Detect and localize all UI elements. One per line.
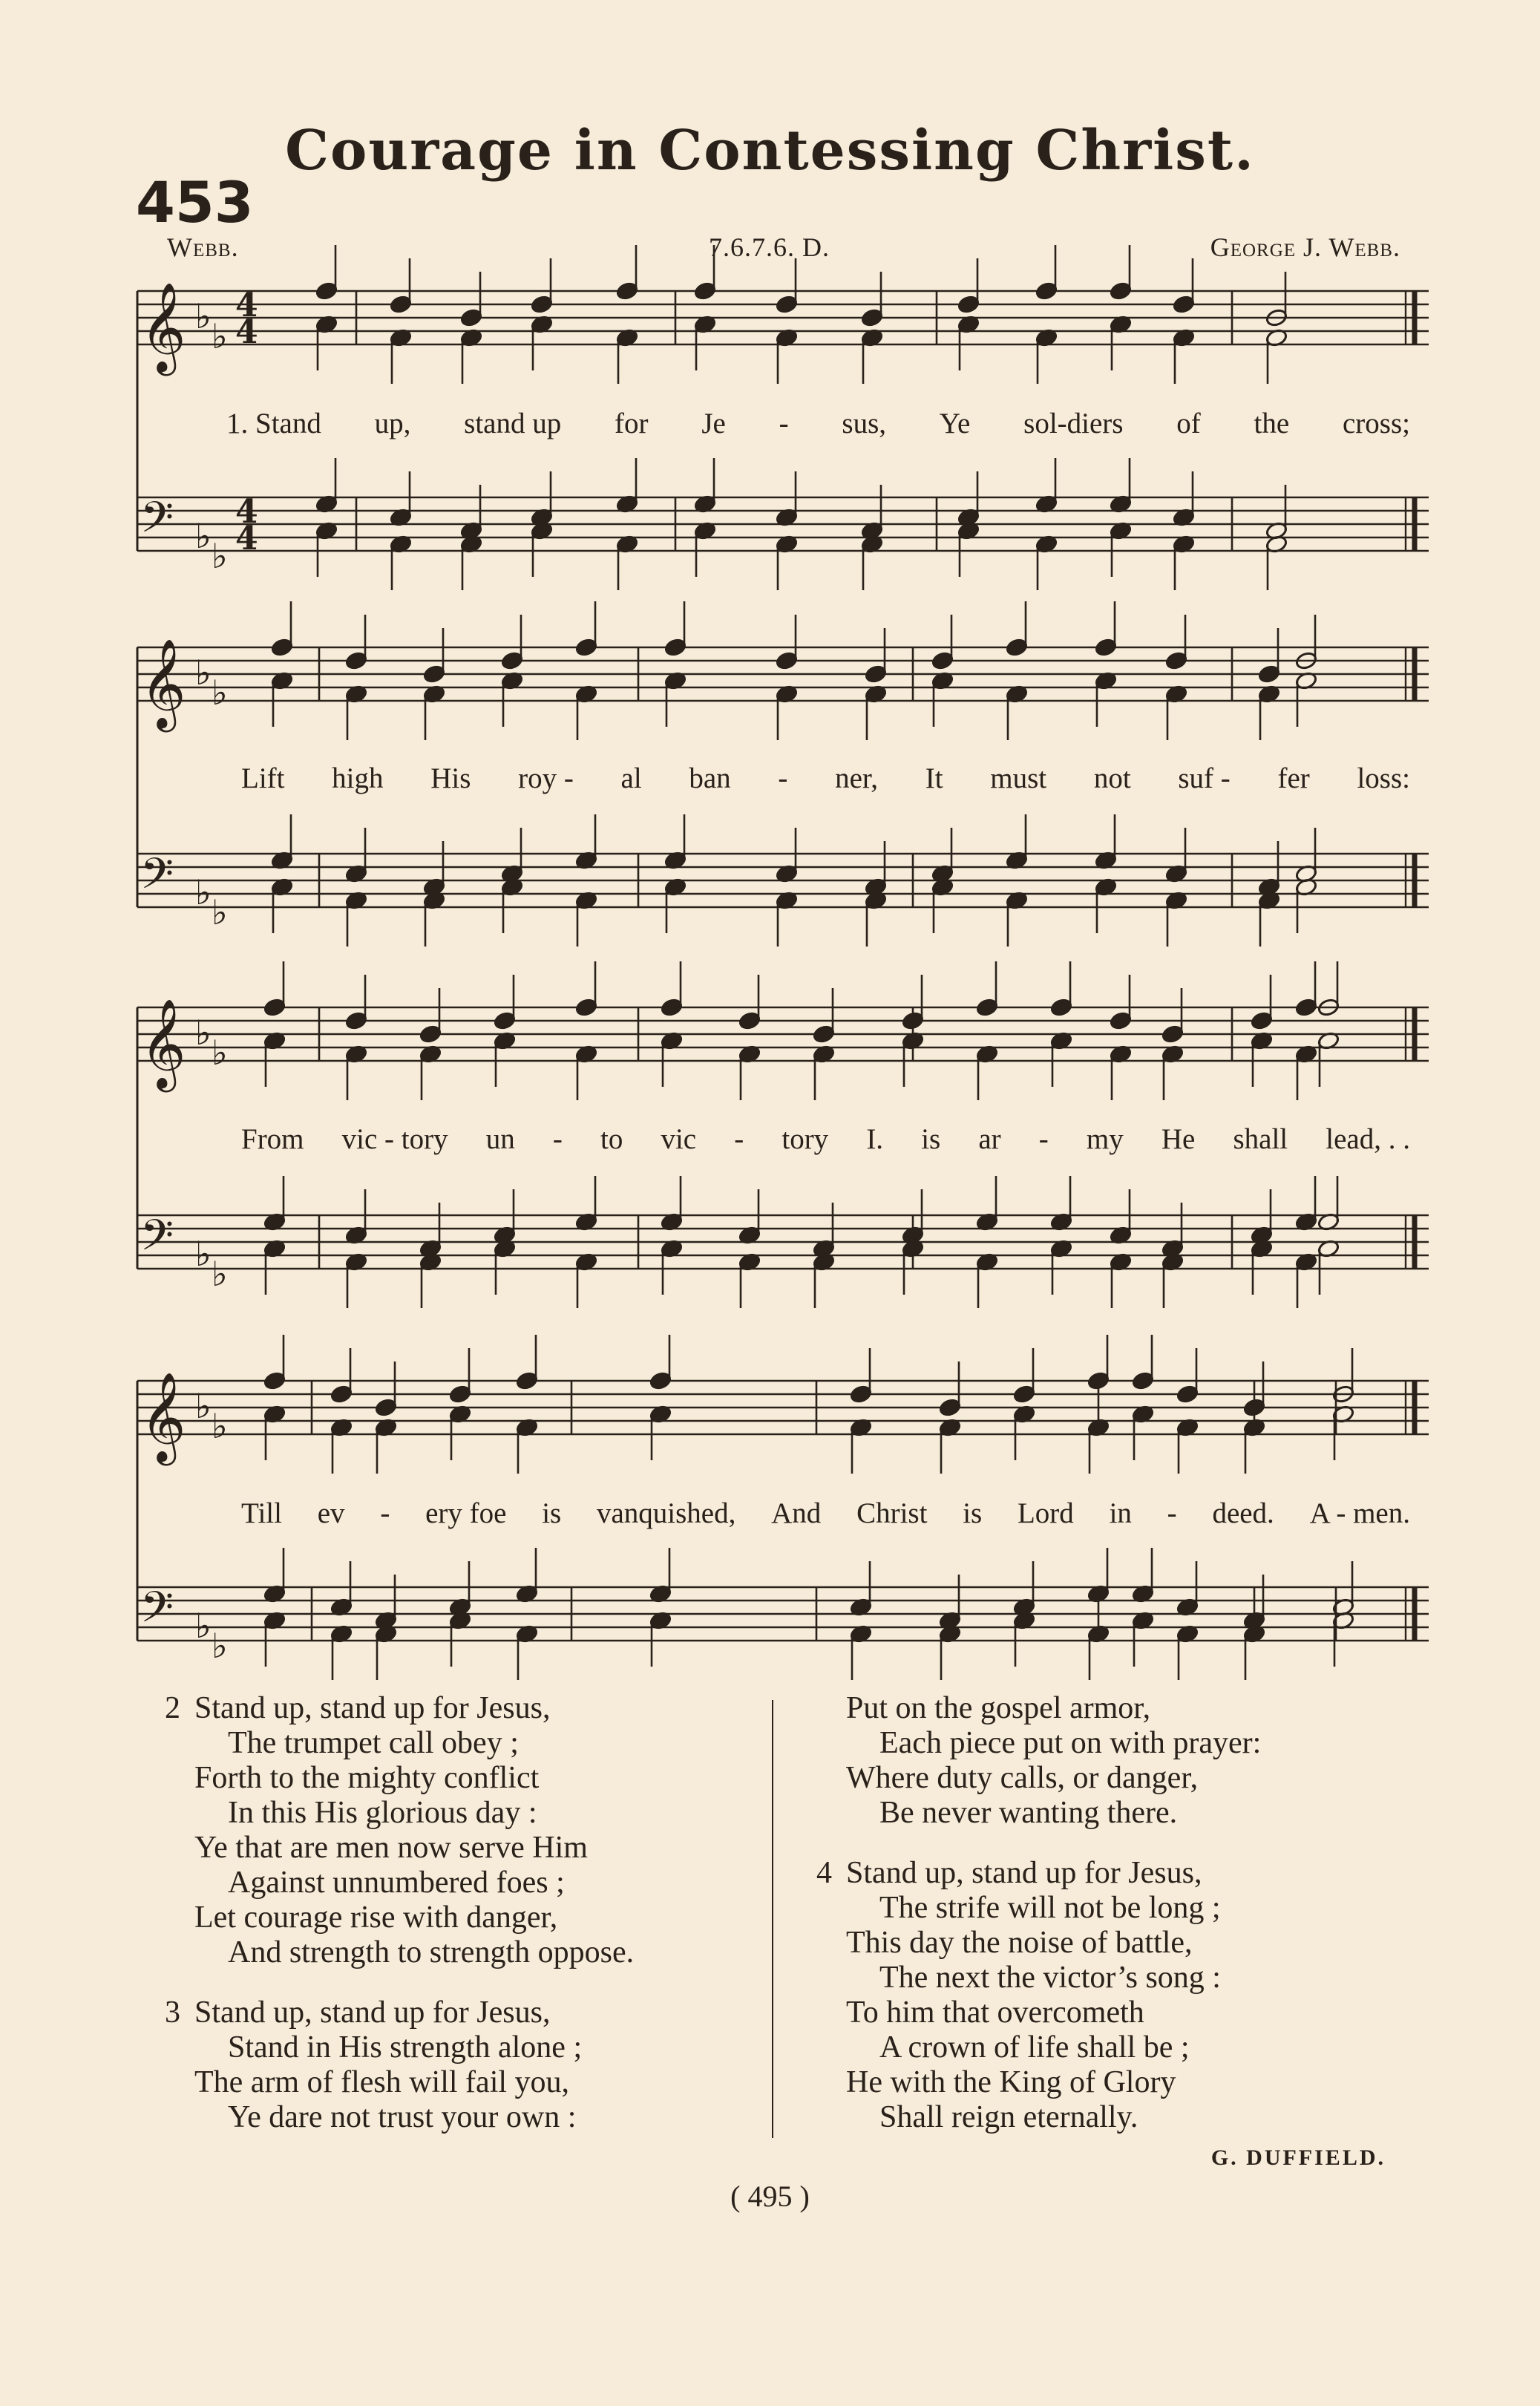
treble-clef-icon: 𝄞 [140, 1371, 186, 1462]
lyric-syllable: His [430, 762, 471, 794]
lyric-syllable: ar [978, 1123, 1001, 1155]
lyric-syllable: is [963, 1497, 983, 1529]
flat-sign-icon: ♭ [195, 653, 212, 693]
lyric-syllable: lead, . . [1326, 1123, 1410, 1155]
verse-line [165, 1761, 539, 1796]
lyric-syllable: vic [661, 1123, 697, 1155]
verse-text: Stand up, stand up for Jesus, [194, 1691, 551, 1725]
bass-clef-icon: 𝄢 [140, 849, 174, 909]
lyric-syllable: ery foe [425, 1497, 507, 1529]
verse-text: Stand in His strength alone ; [228, 2030, 583, 2065]
page-number: ( 495 ) [730, 2180, 810, 2213]
lyric-syllable: to [600, 1123, 623, 1155]
verse-line [816, 2065, 1176, 2100]
verse-line [165, 1691, 550, 1726]
lyric-syllable: un [485, 1123, 515, 1155]
lyric-syllable: Lift [241, 762, 285, 794]
lyric-syllable: sus, [842, 408, 886, 439]
lyric-syllable: roy - [518, 762, 574, 794]
lyric-syllable: of [1176, 408, 1201, 439]
lyric-syllable: is [921, 1123, 941, 1155]
flat-sign-icon: ♭ [195, 872, 212, 912]
lyric-syllable: Christ [856, 1497, 928, 1529]
verse-number: 3 [165, 1995, 180, 2030]
verse-text: In this His glorious day : [228, 1796, 537, 1830]
lyric-syllable: high [332, 762, 384, 794]
lyric-syllable: A - men. [1309, 1497, 1410, 1529]
lyric-syllable: Till [241, 1497, 282, 1529]
music-system-3 [0, 985, 1540, 1298]
lyric-syllable: sol-diers [1023, 408, 1124, 439]
lyric-syllable: the [1254, 408, 1290, 439]
flat-sign-icon: ♭ [212, 536, 228, 576]
lyric-syllable: loss: [1357, 762, 1410, 794]
meter: 7.6.7.6. D. [709, 232, 830, 262]
bass-clef-icon: 𝄢 [140, 1582, 174, 1643]
verse-line [165, 1935, 634, 1970]
lyric-syllable: vanquished, [596, 1497, 736, 1529]
verse-line [816, 1796, 1177, 1831]
lyric-syllable: - [552, 1123, 563, 1155]
composer-name: George J. Webb. [1210, 232, 1400, 262]
lyric-syllable: fer [1277, 762, 1310, 794]
treble-clef-icon: 𝄞 [140, 638, 186, 728]
lyric-syllable: And [771, 1497, 822, 1529]
lyric-syllable: - [380, 1497, 390, 1529]
verse-line [165, 1726, 519, 1761]
lyric-syllable: From [241, 1123, 304, 1155]
verse-text: Forth to the mighty conflict [194, 1761, 540, 1795]
bass-clef-icon: 𝄢 [140, 1210, 174, 1271]
verse-line [816, 1726, 1261, 1761]
flat-sign-icon: ♭ [212, 892, 228, 932]
treble-clef-icon: 𝄞 [140, 281, 186, 372]
verse-line [165, 2100, 576, 2135]
verse-line [816, 1856, 1202, 1891]
verse-text: Let courage rise with danger, [194, 1900, 558, 1935]
verse-line [816, 1995, 1144, 2030]
flat-sign-icon: ♭ [195, 296, 212, 336]
verse-line [816, 1961, 1221, 1995]
verse-text: This day the noise of battle, [846, 1926, 1193, 1960]
flat-sign-icon: ♭ [195, 1234, 212, 1274]
verse-line [816, 2030, 1190, 2065]
treble-staff [137, 1381, 1429, 1434]
verse-line [816, 1691, 1150, 1726]
flat-sign-icon: ♭ [212, 1626, 228, 1666]
flat-sign-icon: ♭ [212, 316, 228, 356]
lyric-syllable: - [779, 408, 789, 439]
verse-line [165, 2030, 582, 2065]
bass-staff [137, 1587, 1429, 1641]
verse-number: 2 [165, 1691, 180, 1725]
verse-text: Each piece put on with prayer: [879, 1726, 1262, 1760]
lyric-syllable: must [990, 762, 1047, 794]
lyric-syllable: stand up [464, 408, 562, 439]
lyric-syllable: in [1109, 1497, 1132, 1529]
lyric-syllable: - [778, 762, 788, 794]
verse-line [165, 1900, 557, 1935]
lyric-syllable: is [542, 1497, 562, 1529]
verse-text: And strength to strength oppose. [228, 1935, 635, 1969]
lyric-syllable: not [1093, 762, 1131, 794]
lyric-syllable: vic - tory [341, 1123, 448, 1155]
verse-text: Be never wanting there. [879, 1796, 1178, 1830]
flat-sign-icon: ♭ [212, 1406, 228, 1446]
hymn-title: Courage in Contessing Christ. [285, 119, 1255, 183]
lyric-syllable: ban [689, 762, 731, 794]
lyric-syllable: He [1161, 1123, 1196, 1155]
lyric-syllable: - [1167, 1497, 1177, 1529]
flat-sign-icon: ♭ [195, 1386, 212, 1426]
time-signature-digit: 4 [235, 493, 258, 531]
verse-text: Stand up, stand up for Jesus, [194, 1995, 551, 2030]
lyric-syllable: tory [782, 1123, 829, 1155]
verse-text: Ye dare not trust your own : [228, 2100, 577, 2134]
verse-line [816, 1761, 1198, 1796]
verse-line [816, 1926, 1193, 1961]
verse-line [165, 1796, 537, 1831]
verse-text: The strife will not be long ; [879, 1891, 1221, 1925]
verse-text: Put on the gospel armor, [846, 1691, 1151, 1725]
verse-text: The arm of flesh will fail you, [194, 2065, 570, 2099]
lyric-syllable: for [615, 408, 649, 439]
verse-text: The trumpet call obey ; [228, 1726, 519, 1760]
lyric-syllable: Je [701, 408, 726, 439]
verse-line [165, 1995, 550, 2030]
verse-line [816, 1891, 1221, 1926]
hymn-number: 453 [136, 169, 254, 235]
verse-text: A crown of life shall be ; [879, 2030, 1190, 2065]
column-divider [772, 1700, 773, 2138]
lyric-syllable: deed. [1212, 1497, 1274, 1529]
verse-number: 4 [816, 1856, 832, 1890]
author-credit: G. DUFFIELD. [1210, 2145, 1386, 2170]
lyric-syllable: Lord [1017, 1497, 1074, 1529]
flat-sign-icon: ♭ [212, 673, 228, 713]
lyric-syllable: al [620, 762, 642, 794]
lyric-syllable: shall [1233, 1123, 1288, 1155]
verse-text: Stand up, stand up for Jesus, [846, 1856, 1202, 1890]
verse-text: To him that overcometh [846, 1995, 1144, 2030]
lyric-syllable: 1. Stand [226, 408, 321, 439]
verse-line [165, 1831, 588, 1866]
lyric-syllable: - [1038, 1123, 1049, 1155]
lyric-syllable: - [734, 1123, 744, 1155]
bass-staff [137, 1215, 1429, 1269]
verse-text: Against unnumbered foes ; [228, 1866, 565, 1900]
time-signature-digit: 4 [235, 520, 258, 558]
verse-text: Ye that are men now serve Him [194, 1831, 588, 1865]
lyric-syllable: suf - [1178, 762, 1231, 794]
time-signature-digit: 4 [235, 287, 258, 324]
lyric-syllable: cross; [1343, 408, 1410, 439]
lyric-syllable: ev [317, 1497, 345, 1529]
lyric-syllable: my [1086, 1123, 1124, 1155]
treble-clef-icon: 𝄞 [140, 998, 186, 1088]
lyric-syllable: It [925, 762, 943, 794]
bass-clef-icon: 𝄢 [140, 492, 174, 553]
treble-staff [137, 1007, 1429, 1061]
lyric-syllable: I. [866, 1123, 884, 1155]
verse-text: The next the victor’s song : [879, 1961, 1221, 1995]
verse-line [816, 2100, 1138, 2135]
tune-name: Webb. [167, 232, 239, 262]
verse-text: Shall reign eternally. [879, 2100, 1138, 2134]
verse-line [165, 1866, 565, 1900]
verse-text: Where duty calls, or danger, [846, 1761, 1199, 1795]
flat-sign-icon: ♭ [212, 1033, 228, 1073]
flat-sign-icon: ♭ [195, 1013, 212, 1053]
lyric-syllable: up, [374, 408, 411, 439]
lyric-syllable: ner, [835, 762, 879, 794]
flat-sign-icon: ♭ [195, 1606, 212, 1646]
verse-text: He with the King of Glory [846, 2065, 1176, 2099]
time-signature-digit: 4 [235, 313, 258, 351]
verse-line [165, 2065, 569, 2100]
flat-sign-icon: ♭ [212, 1254, 228, 1294]
flat-sign-icon: ♭ [195, 516, 212, 556]
lyric-syllable: Ye [939, 408, 971, 439]
